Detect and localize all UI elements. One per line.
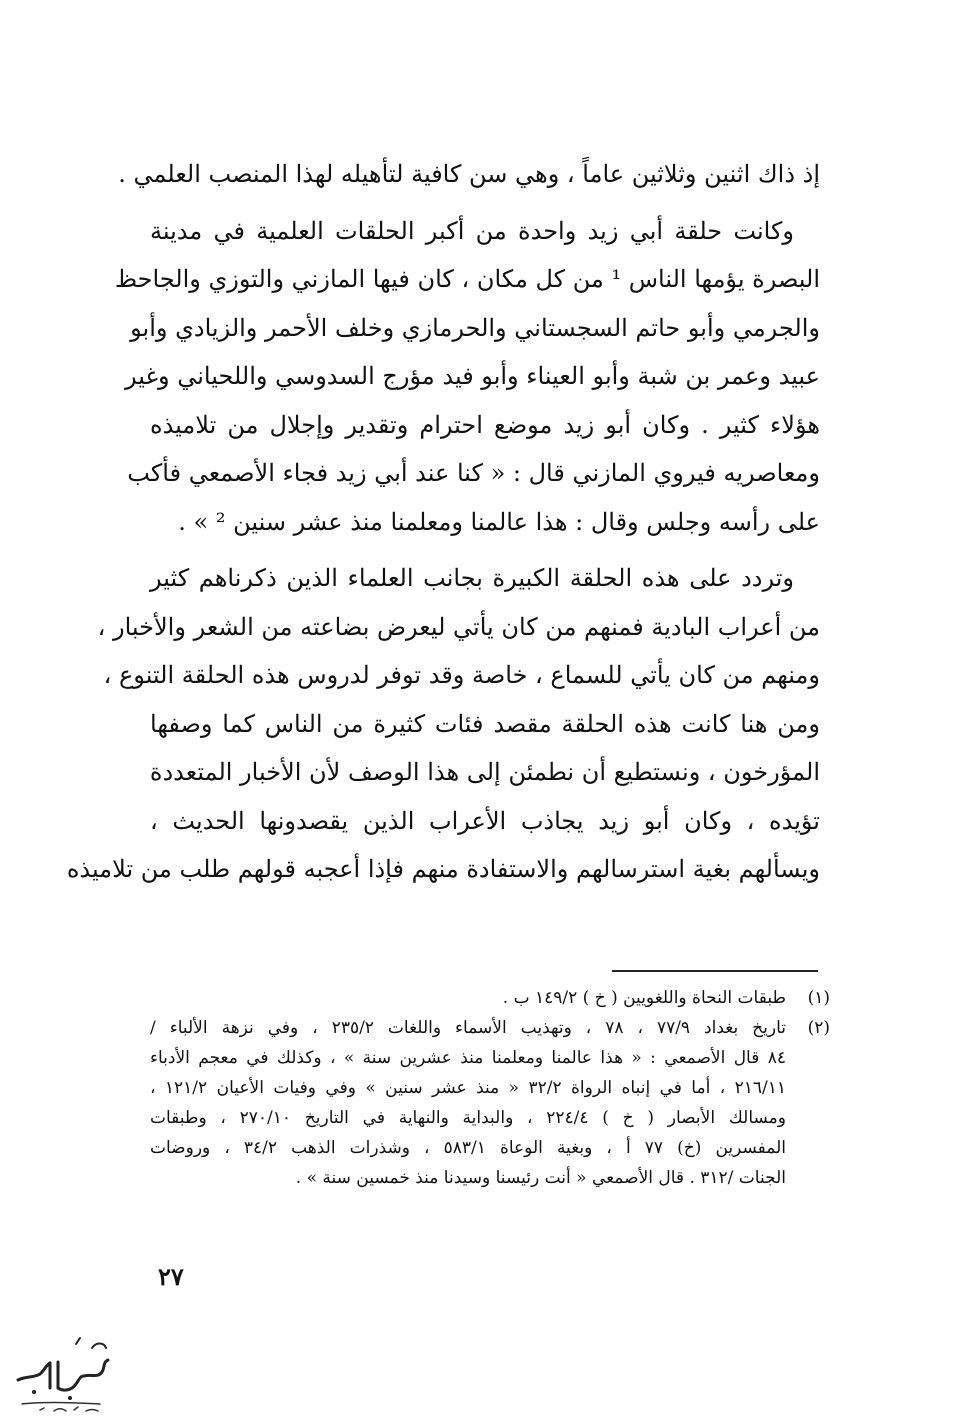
paragraph-2 [114, 207, 820, 547]
text-line: البصرة يؤمها الناس ¹ من كل مكان ، كان فيها المازني والتوزي والجاحظ [114, 265, 820, 293]
text-line: وتردد على هذه الحلقة الكبيرة بجانب العلماء الذين ذكرناهم كثير [150, 564, 795, 592]
paragraph-1 [118, 150, 820, 199]
paragraph-3 [66, 554, 821, 894]
calligraphy-stamp-icon [4, 1318, 124, 1418]
text-line: تؤيده ، وكان أبو زيد يجاذب الأعراب الذين يقصدونها الحديث ، [150, 806, 820, 835]
text-line: المؤرخون ، ونستطيع أن نطمئن إلى هذا الوصف لأن الأخبار المتعددة [149, 758, 820, 786]
page-number: ٢٧ [158, 1262, 184, 1291]
footnote-line: ٢١٦/١١ ، أما في إنباه الرواة ٣٢/٢ « منذ عشر سنين » وفي وفيات الأعيان ١٢١/٢ ، [150, 1078, 786, 1098]
text-line: عبيد وعمر بن شبة وأبو العيناء وأبو فيد مؤرج السدوسي واللحياني وغير [124, 362, 820, 390]
footnote-2 [150, 1013, 830, 1193]
footnote-1 [150, 983, 830, 1013]
text-line: هؤلاء كثير . وكان أبو زيد موضع احترام وتقدير وإجلال من تلاميذه [150, 410, 820, 439]
footnote-line: ٨٤ قال الأصمعي : « هذا عالمنا ومعلمنا منذ عشرين سنة » ، وكذلك في معجم الأدباء [150, 1048, 786, 1068]
footnote-line: المفسرين (خ) ٧٧ أ ، وبغية الوعاة ٥٨٣/١ ، وشذرات الذهب ٣٤/٢ ، وروضات [150, 1138, 786, 1158]
text-line: وكانت حلقة أبي زيد واحدة من أكبر الحلقات العلمية في مدينة [150, 216, 794, 245]
text-line: ومعاصريه فيروي المازني قال : « كنا عند أبي زيد فجاء الأصمعي فأكب [127, 459, 820, 487]
text-line: على رأسه وجلس وقال : هذا عالمنا ومعلمنا منذ عشر سنين ² » . [178, 507, 820, 536]
text-line: من أعراب البادية فمنهم من كان يأتي ليعرض بضاعته من الشعر والأخبار ، [97, 612, 820, 641]
footnote-divider [612, 970, 818, 972]
footnote-line: الجنات /٣١٢ . قال الأصمعي « أنت رئيسنا وسيدنا منذ خمسين سنة » . [295, 1168, 786, 1188]
footnotes [150, 983, 830, 1193]
footnote-line: تاريخ بغداد ٧٧/٩ ، ٧٨ ، وتهذيب الأسماء واللغات ٢٣٥/٢ ، وفي نزهة الألباء / [150, 1018, 786, 1038]
library-stamp-logo [4, 1318, 124, 1418]
text-line: ومنهم من كان يأتي للسماع ، خاصة وقد توفر لدروس هذه الحلقة التنوع ، [103, 661, 820, 689]
footnote-number: (٢) [807, 1018, 830, 1038]
text-line: ومن هنا كانت هذه الحلقة مقصد فئات كثيرة من الناس كما وصفها [150, 709, 821, 738]
footnote-number: (١) [807, 988, 830, 1008]
footnote-line: ومسالك الأبصار ( خ ) ٢٢٤/٤ ، والبداية والنهاية في التاريخ ٢٧٠/١٠ ، وطبقات [150, 1108, 786, 1128]
footnote-line: طبقات النحاة واللغويين ( خ ) ١٤٩/٢ ب . [502, 988, 786, 1008]
text-line: إذ ذاك اثنين وثلاثين عاماً ، وهي سن كافية لتأهيله لهذا المنصب العلمي . [118, 160, 820, 188]
text-line: والجرمي وأبو حاتم السجستاني والحرمازي وخلف الأحمر والزيادي وأبو [130, 313, 820, 342]
text-line: ويسألهم بغية استرسالهم والاستفادة منهم فإذا أعجبه قولهم طلب من تلاميذه [66, 855, 820, 883]
main-text [66, 150, 821, 894]
